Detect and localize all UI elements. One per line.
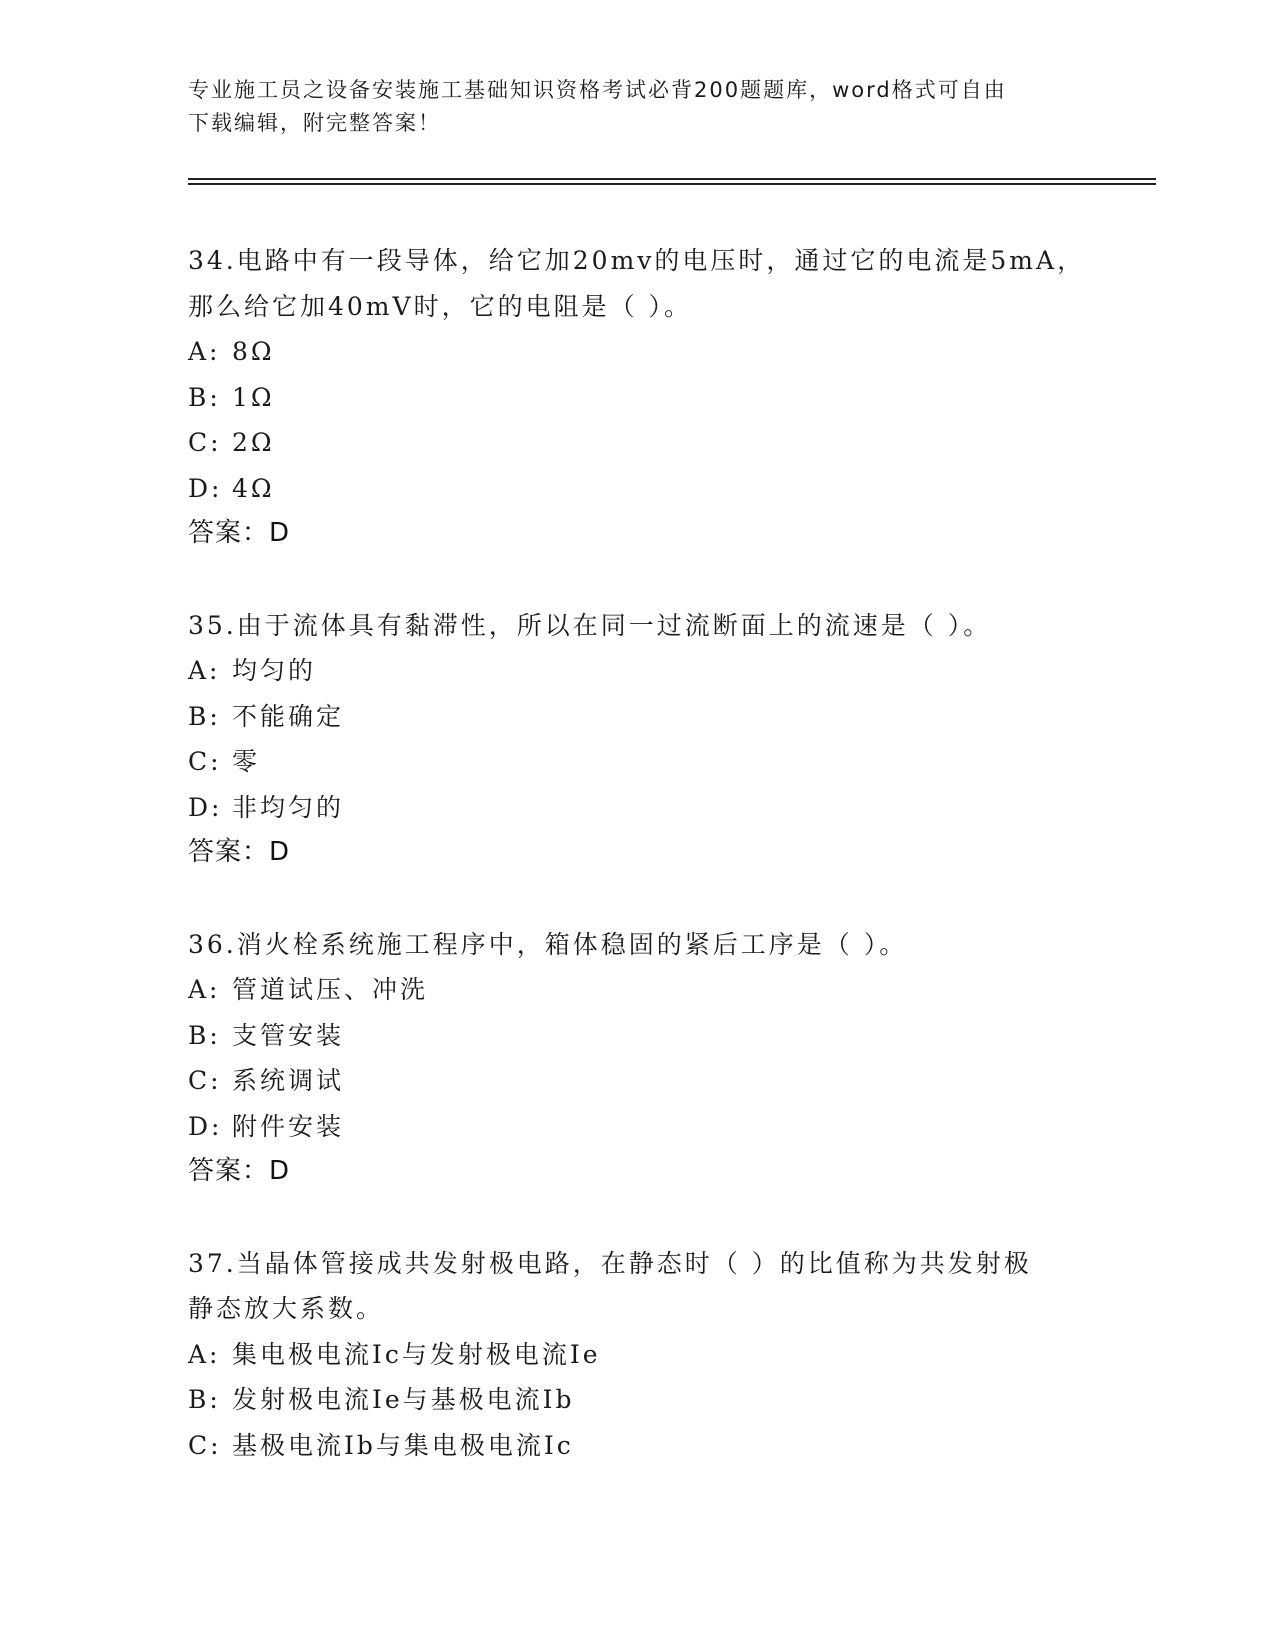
- option-c: [188, 1423, 1088, 1469]
- question-stem-line: 那么给它加40mV时，它的电阻是（ ）。: [188, 291, 693, 321]
- option-a: [188, 967, 1088, 1013]
- option-text: 基极电流Ib与集电极电流Ic: [232, 1430, 574, 1460]
- option-d: [188, 466, 1088, 512]
- option-key: A:: [188, 656, 221, 685]
- document-header: [188, 74, 1068, 140]
- header-line-1: 专业施工员之设备安装施工基础知识资格考试必背200题题库，word格式可自由: [188, 78, 1007, 102]
- option-key: C:: [188, 747, 222, 776]
- option-text: 均匀的: [232, 656, 317, 685]
- question-stem-line: 37.当晶体管接成共发射极电路，在静态时（ ）的比值称为共发射极: [188, 1248, 1032, 1278]
- option-a: [188, 329, 1088, 375]
- option-key: C:: [188, 428, 222, 457]
- option-key: B:: [188, 1385, 221, 1414]
- option-b: [188, 375, 1088, 421]
- option-key: A:: [188, 975, 221, 1004]
- option-text: 管道试压、冲洗: [232, 975, 429, 1004]
- question-35: [188, 603, 1088, 922]
- answer-line: 答案：D: [188, 1156, 291, 1186]
- option-b: [188, 694, 1088, 740]
- option-key: C:: [188, 1430, 222, 1460]
- option-text: 发射极电流Ie与基极电流Ib: [232, 1385, 575, 1414]
- option-c: [188, 420, 1088, 466]
- question-stem-line: 36.消火栓系统施工程序中，箱体稳固的紧后工序是（ ）。: [188, 929, 908, 959]
- option-key: A:: [188, 337, 221, 366]
- option-b: [188, 1013, 1088, 1059]
- option-text: 非均匀的: [232, 792, 345, 822]
- question-list: [188, 238, 1088, 1468]
- option-key: D:: [188, 1111, 223, 1141]
- option-text: 系统调试: [232, 1066, 345, 1095]
- question-stem-line: 35.由于流体具有黏滞性，所以在同一过流断面上的流速是（ ）。: [188, 610, 992, 640]
- header-divider-top: [188, 178, 1156, 180]
- question-36: [188, 922, 1088, 1241]
- option-b: [188, 1377, 1088, 1423]
- option-text: 2Ω: [232, 428, 275, 457]
- option-d: [188, 1104, 1088, 1150]
- option-key: A:: [188, 1339, 221, 1369]
- option-key: D:: [188, 473, 223, 503]
- option-key: B:: [188, 382, 221, 412]
- answer-line: 答案：D: [188, 518, 291, 548]
- option-key: B:: [188, 701, 221, 731]
- option-a: [188, 1332, 1088, 1378]
- option-text: 4Ω: [232, 473, 275, 503]
- option-c: [188, 739, 1088, 785]
- option-key: B:: [188, 1020, 221, 1050]
- question-stem-line: 34.电路中有一段导体，给它加20mv的电压时，通过它的电流是5mA，: [188, 246, 1086, 275]
- option-c: [188, 1058, 1088, 1104]
- option-text: 1Ω: [232, 382, 275, 412]
- option-d: [188, 785, 1088, 831]
- option-text: 附件安装: [232, 1111, 345, 1141]
- option-text: 不能确定: [232, 701, 345, 731]
- option-text: 集电极电流Ic与发射极电流Ie: [232, 1339, 601, 1369]
- question-stem-line: 静态放大系数。: [188, 1294, 385, 1323]
- header-divider-bottom: [188, 183, 1156, 185]
- question-37: [188, 1241, 1088, 1469]
- option-text: 8Ω: [232, 337, 275, 366]
- option-text: 零: [232, 747, 261, 776]
- question-34: [188, 238, 1088, 603]
- option-key: C:: [188, 1066, 222, 1095]
- answer-line: 答案：D: [188, 837, 291, 867]
- option-key: D:: [188, 792, 223, 822]
- option-a: [188, 648, 1088, 694]
- header-line-2: 下载编辑，附完整答案！: [188, 111, 441, 135]
- option-text: 支管安装: [232, 1020, 345, 1050]
